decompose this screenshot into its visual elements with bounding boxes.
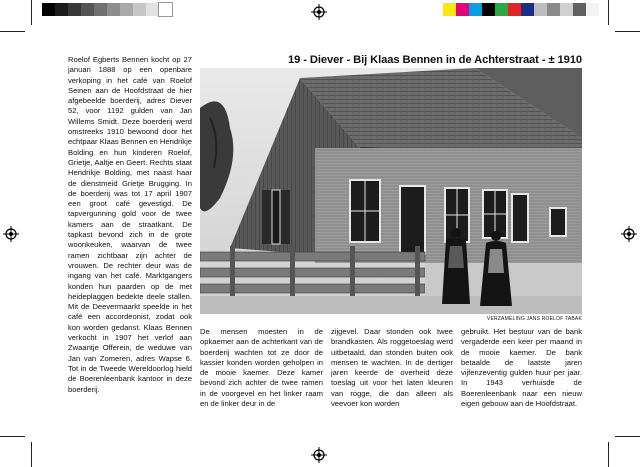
color-swatch	[107, 3, 120, 16]
farmhouse-photo	[200, 68, 582, 314]
registration-mark-left	[3, 226, 19, 242]
color-swatch	[495, 3, 508, 16]
color-swatch	[81, 3, 94, 16]
grey-scale-bar	[42, 3, 172, 16]
crop-mark	[31, 0, 32, 25]
registration-mark-right	[621, 226, 637, 242]
bottom-text-column-1	[200, 327, 323, 409]
color-swatch	[94, 3, 107, 16]
registration-mark-bottom	[311, 447, 327, 463]
bottom-text-column-3	[461, 327, 582, 409]
color-swatch	[547, 3, 560, 16]
crop-mark	[615, 436, 640, 437]
color-swatch	[469, 3, 482, 16]
color-swatch	[482, 3, 495, 16]
photo-credit: VERZAMELING JANS ROELOF TABAK	[486, 316, 582, 322]
paragraph: Roelof Egberts Bennen kocht op 27 januari 1888 op een openbare verkoping in het café van Roelof Seinen aan de Hoofdstraat de hier afgebeelde boerderij, adres Diever 52, voor 1192 gulden van Jan Willems Smidt. Deze boerderij werd omstreeks 1910 bewoond door het echtpaar Klaas Bennen en Hendrikje Bolding en hun kinderen Roelof, Grietje, Aaltje en Geert. Rechts staat Hendrikje Bolding, met naast haar de dienstmeid Grietje Brugging. In de boerderij was tot 17 april 1907 een groot café gevestigd. De tapvergunning gold voor de twee kamers aan de straatkant. De tapkast bevond zich in de grote woonkeuken, waarvan de twee ramen zichtbaar zijn achter de vrouwen. De rechter deur was de ingang van het café. Marktgangers konden hun paarden op de met heideplaggen bedekte deele stallen. Mit de Deevermaarkt speelde in het café een accordeonist, zodat ook kon worden gedanst. Klaas Bennen verkocht in 1907 het verlof aan Zwaantje Offerein, de weduwe van Jan van Zomeren, adres Wapse 6. Tot in de Tweede Wereldoorlog hield de Boerenleenbank kantoor in deze boerderij.	[68, 55, 192, 394]
article-headline: 19 - Diever - Bij Klaas Bennen in de Achterstraat - ± 1910	[287, 54, 582, 66]
crop-mark	[615, 31, 640, 32]
paragraph: zijgevel. Daar stonden ook twee brandkasten. Als roggetoeslag werd uitbetaald, dan stonden buiten ook mensen te wachten. In de dertiger jaren keerde de overheid deze toeslag uit voor het laten kleuren van rogge, die dan alleen als veevoer kon worden	[331, 327, 453, 409]
color-swatch	[133, 3, 146, 16]
color-swatch	[586, 3, 599, 16]
crop-mark	[0, 436, 25, 437]
left-text-column	[68, 55, 192, 395]
color-swatch	[443, 3, 456, 16]
paragraph: De mensen moesten in de opkaemer aan de achterkant van de boerderij wachten tot ze door de kassier konden worden geholpen in de mooie kaemer. Deze kamer bevond zich achter de twee ramen in de voorgevel en het linker raam en de linker deur in de	[200, 327, 323, 409]
crop-mark	[31, 442, 32, 467]
color-swatch	[521, 3, 534, 16]
color-swatch	[159, 3, 172, 16]
crop-mark	[0, 31, 25, 32]
crop-mark	[608, 442, 609, 467]
color-swatch	[42, 3, 55, 16]
color-swatch	[120, 3, 133, 16]
color-swatch	[573, 3, 586, 16]
bottom-text-column-2	[331, 327, 453, 409]
color-swatch	[560, 3, 573, 16]
color-swatch	[508, 3, 521, 16]
color-swatch	[55, 3, 68, 16]
paragraph: gebruikt. Het bestuur van de bank vergaderde een keer per maand in de mooie kaemer. De bank betaalde de laatste jaren vijfenzeventig gulden huur per jaar. In 1943 verhuisde de Boerenleenbank naar een nieuw eigen gebouw aan de Hoofdstraat.	[461, 327, 582, 409]
color-swatch	[68, 3, 81, 16]
color-swatch	[534, 3, 547, 16]
color-calibration-bar	[443, 3, 599, 16]
registration-mark-top	[311, 4, 327, 20]
color-swatch	[456, 3, 469, 16]
crop-mark	[608, 0, 609, 25]
color-swatch	[146, 3, 159, 16]
